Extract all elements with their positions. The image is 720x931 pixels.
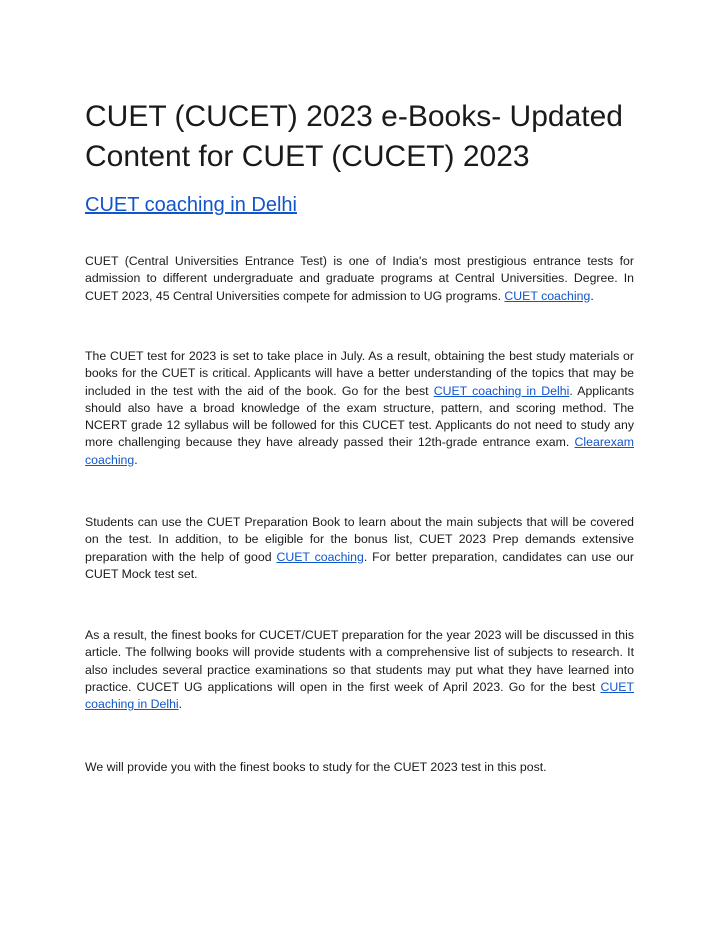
page-title: CUET (CUCET) 2023 e-Books- Updated Content for CUET (CUCET) 2023 xyxy=(85,100,623,173)
cuet-coaching-link[interactable]: CUET coaching xyxy=(504,288,591,303)
paragraph-text: We will provide you with the finest books to study for the CUET 2023 test in this post. xyxy=(85,760,547,774)
paragraph-text: . xyxy=(590,288,594,303)
paragraph-text: . Applicants should also have a broad knowledge of the exam structure, pattern, and scoring method. The NCERT grade 12 syllabus will be followed for this CUCET test. Applicants do not need to study any more challenging because they have already passed their 12th-grade entrance exam. xyxy=(85,383,634,450)
paragraph-intro xyxy=(85,253,634,305)
cuet-coaching-link[interactable]: CUET coaching xyxy=(276,549,364,564)
paragraph-text: . For better preparation, candidates can use our CUET Mock test set. xyxy=(85,549,634,581)
paragraph-text: . xyxy=(134,452,138,467)
paragraph-text: . xyxy=(178,697,183,712)
paragraph-text: The CUET test for 2023 is set to take place in July. As a result, obtaining the best study materials or books for the CUET is critical. Applicants will have a better understanding of the topics that may be included in the test with the aid of the book. Go for the best xyxy=(85,349,634,398)
paragraph-text: As a result, the finest books for CUCET/CUET preparation for the year 2023 will be discussed in this article. The follwing books will provide students with a comprehensive list of subjects to research. It also includes several practice examinations so that students may put what they have learned into practice. CUCET UG applications will open in the first week of April 2023. Go for the best xyxy=(85,628,634,694)
paragraph-closing xyxy=(85,759,634,776)
cuet-coaching-delhi-link[interactable]: CUET coaching in Delhi xyxy=(85,679,634,712)
cuet-coaching-delhi-heading-link[interactable]: CUET coaching in Delhi xyxy=(85,194,297,216)
cuet-coaching-delhi-link[interactable]: CUET coaching in Delhi xyxy=(433,383,570,398)
paragraph-test-date xyxy=(85,348,634,469)
paragraph-finest-books xyxy=(85,627,634,713)
paragraph-text: Students can use the CUET Preparation Book to learn about the main subjects that will be covered on the test. In addition, to be eligible for the bonus list, CUET 2023 Prep demands extensive preparation with the help of good xyxy=(85,515,634,564)
clearexam-coaching-link[interactable]: Clearexam coaching xyxy=(85,435,634,467)
paragraph-preparation-book xyxy=(85,514,634,583)
paragraph-text: CUET (Central Universities Entrance Test) is one of India's most prestigious entrance tests for admission to different undergraduate and graduate programs at Central Universities. Degree. In CUET 2023, 45 Central Universities compete for admission to UG programs. xyxy=(85,254,634,303)
